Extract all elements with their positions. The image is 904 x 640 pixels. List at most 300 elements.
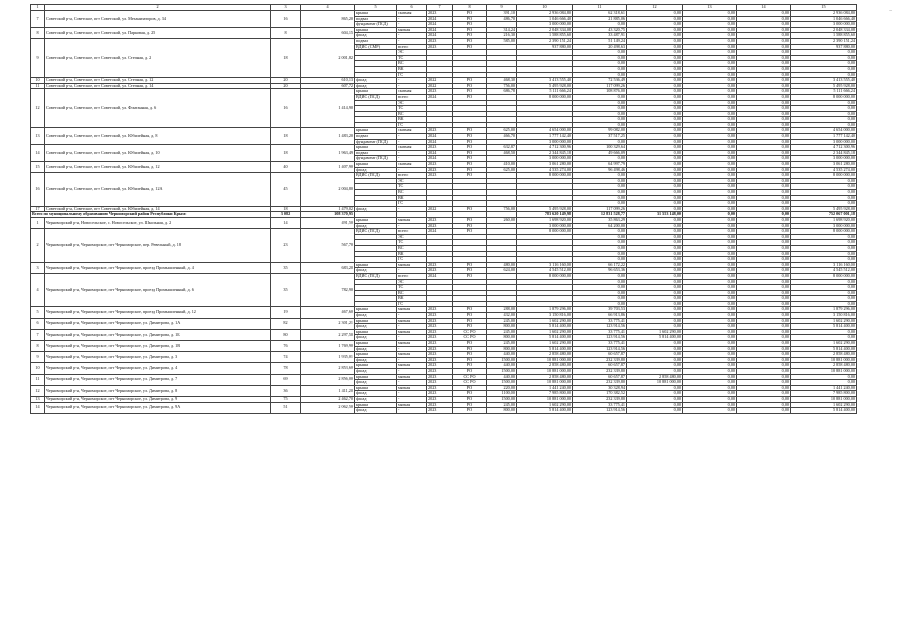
data-cell: 0,00: [683, 178, 737, 184]
apartments-count-cell: 16: [271, 89, 301, 128]
total-area-cell: 491,50: [301, 217, 355, 228]
address-cell: Черноморский р-н, Черноморское, пгт Черноморское, ул. Димитрова, д. 8: [45, 385, 271, 396]
data-cell: РО: [453, 352, 487, 358]
data-cell: 0,00: [627, 162, 683, 168]
data-cell: 0,00: [737, 296, 791, 302]
column-number-cell: 15: [791, 5, 857, 11]
data-cell: РО: [453, 385, 487, 391]
column-number-cell: 1: [31, 5, 45, 11]
data-cell: 0,00: [573, 50, 627, 56]
data-cell: 0,00: [791, 201, 857, 207]
data-cell: 99 082,00: [573, 128, 627, 134]
data-cell: 0,00: [737, 402, 791, 408]
column-number-cell: 7: [427, 5, 453, 11]
data-cell: 0,00: [683, 313, 737, 319]
data-cell: скатная: [397, 162, 427, 168]
total-area-cell: 610,13: [301, 78, 355, 84]
row-number-cell: 7: [31, 11, 45, 28]
address-cell: Советский р-н, Советское, пгт Советский, ул. Юбилейная, д. 14: [45, 206, 271, 212]
address-cell: Советский р-н, Советское, пгт Советский, ул. Фонтанная, д. 6: [45, 89, 271, 128]
data-cell: 0,00: [573, 94, 627, 100]
address-cell: Черноморский р-н, Черноморское, пгт Черноморское, ул. Димитрова, д. 9: [45, 396, 271, 402]
data-cell: 2023: [427, 128, 453, 134]
data-cell: мягкая: [397, 318, 427, 324]
data-cell: 0,00: [737, 33, 791, 39]
data-cell: 1 879 296,00: [517, 307, 573, 313]
data-cell: СС РО: [453, 374, 487, 380]
data-cell: РО: [453, 83, 487, 89]
data-cell: РО: [453, 273, 487, 279]
apartments-count-cell: 51: [271, 402, 301, 413]
data-cell: 686,78: [487, 89, 517, 95]
data-cell: 0,00: [791, 106, 857, 112]
data-cell: 37 517,25: [573, 134, 627, 140]
data-cell: 0,00: [737, 44, 791, 50]
data-cell: 1500,00: [487, 357, 517, 363]
data-cell: 0,00: [737, 357, 791, 363]
data-cell: ТС: [397, 55, 427, 61]
data-cell: 0,00: [627, 217, 683, 223]
data-cell: 3 061 280,00: [791, 162, 857, 168]
data-cell: 3 413 555,40: [791, 78, 857, 84]
row-number-cell: 14: [31, 402, 45, 413]
data-cell: 440,00: [487, 374, 517, 380]
data-cell: 0,00: [737, 55, 791, 61]
data-cell: 0,00: [627, 396, 683, 402]
data-cell: 2023: [427, 357, 453, 363]
data-cell: 60 657,87: [573, 363, 627, 369]
data-cell: 0,00: [737, 285, 791, 291]
data-cell: 0,00: [791, 50, 857, 56]
data-cell: РО: [453, 33, 487, 39]
data-cell: 0,00: [573, 61, 627, 67]
data-cell: 72 536,49: [573, 78, 627, 84]
data-cell: скатная: [397, 11, 427, 17]
data-cell: 0,00: [737, 94, 791, 100]
data-cell: 0,00: [627, 83, 683, 89]
address-cell: Черноморский р-н, Черноморское, пгт Черноморское, проезд Промышленный, д. 4: [45, 262, 271, 273]
data-cell: 0,00: [627, 111, 683, 117]
data-cell: 1 046 666,40: [517, 16, 573, 22]
data-cell: 0,00: [627, 301, 683, 307]
data-cell: 0,00: [627, 385, 683, 391]
data-cell: 5 111 666,24: [791, 89, 857, 95]
column-number-cell: 9: [487, 5, 517, 11]
data-cell: 2023: [427, 341, 453, 347]
data-cell: 0,00: [627, 234, 683, 240]
data-cell: 117 099,26: [573, 83, 627, 89]
data-cell: РО: [453, 16, 487, 22]
data-cell: РО: [453, 357, 487, 363]
column-number-cell: 11: [573, 5, 627, 11]
total-area-cell: 1 479,02: [301, 206, 355, 212]
data-cell: 0,00: [683, 106, 737, 112]
data-cell: 0,00: [683, 27, 737, 33]
data-cell: 4 654 000,00: [791, 128, 857, 134]
data-cell: 0,00: [683, 61, 737, 67]
data-cell: 2023: [427, 307, 453, 313]
data-cell: 0,00: [683, 290, 737, 296]
data-cell: -: [397, 139, 427, 145]
data-cell: 245,00: [487, 341, 517, 347]
data-cell: 0,00: [737, 329, 791, 335]
data-cell: 2024: [427, 139, 453, 145]
data-cell: 0,00: [683, 380, 737, 386]
data-cell: 0,00: [683, 329, 737, 335]
data-cell: 5 814 400,00: [517, 346, 573, 352]
data-cell: 2 858 480,00: [791, 363, 857, 369]
data-cell: 0,00: [627, 245, 683, 251]
data-cell: 216,30: [487, 33, 517, 39]
column-number-cell: 14: [737, 5, 791, 11]
data-cell: 2023: [427, 380, 453, 386]
data-cell: 756,00: [487, 83, 517, 89]
apartments-count-cell: 45: [271, 173, 301, 207]
data-cell: 0,00: [683, 128, 737, 134]
data-cell: 0,00: [627, 391, 683, 397]
data-cell: фасад: [355, 324, 397, 330]
data-cell: ВС: [397, 61, 427, 67]
data-cell: 0,00: [627, 346, 683, 352]
data-cell: 0,00: [573, 66, 627, 72]
data-cell: 0,00: [683, 352, 737, 358]
data-cell: 232 339,80: [573, 369, 627, 375]
total-area-cell: 2 062,50: [301, 402, 355, 413]
data-cell: 64 997,79: [573, 162, 627, 168]
data-cell: 1500,00: [487, 396, 517, 402]
data-cell: ВС: [397, 190, 427, 196]
data-cell: 0,00: [791, 55, 857, 61]
row-number-cell: 11: [31, 374, 45, 385]
data-cell: ТС: [397, 285, 427, 291]
data-cell: 4 535 274,00: [791, 167, 857, 173]
data-cell: крыша: [355, 374, 397, 380]
data-cell: 0,00: [573, 201, 627, 207]
data-cell: ВДИС (ПСД): [355, 229, 397, 235]
data-cell: РО: [453, 318, 487, 324]
data-cell: 62 318,61: [573, 11, 627, 17]
total-col14-cell: 0,00: [737, 212, 791, 218]
data-cell: крыша: [355, 385, 397, 391]
data-cell: 0,00: [791, 329, 857, 335]
data-cell: 0,00: [627, 11, 683, 17]
data-cell: 0,00: [737, 117, 791, 123]
data-cell: 0,00: [627, 318, 683, 324]
row-number-cell: 15: [31, 162, 45, 173]
data-cell: 0,00: [683, 346, 737, 352]
data-cell: 0,00: [573, 178, 627, 184]
data-cell: ВС: [397, 290, 427, 296]
data-cell: 10 881 000,00: [517, 380, 573, 386]
data-cell: 391,10: [487, 11, 517, 17]
data-cell: 0,00: [791, 335, 857, 341]
data-cell: 0,00: [737, 257, 791, 263]
data-cell: РО: [453, 89, 487, 95]
data-cell: 756,00: [487, 206, 517, 212]
data-cell: 0,00: [737, 301, 791, 307]
data-cell: 0,00: [737, 217, 791, 223]
data-cell: РО: [453, 156, 487, 162]
data-cell: 0,00: [683, 245, 737, 251]
row-number-cell: 8: [31, 27, 45, 38]
data-cell: 0,00: [737, 100, 791, 106]
data-cell: 0,00: [737, 22, 791, 28]
data-cell: РО: [453, 268, 487, 274]
data-cell: 0,00: [627, 72, 683, 78]
data-cell: 0,00: [737, 201, 791, 207]
data-cell: крыша: [355, 341, 397, 347]
data-cell: 0,00: [683, 66, 737, 72]
data-cell: 1 602 290,00: [791, 318, 857, 324]
data-cell: 8 000 000,00: [517, 229, 573, 235]
data-cell: -: [397, 167, 427, 173]
data-cell: 100 329,64: [573, 145, 627, 151]
data-cell: 0,00: [683, 357, 737, 363]
data-cell: 0,00: [737, 318, 791, 324]
data-cell: 0,00: [627, 50, 683, 56]
data-cell: РО: [453, 128, 487, 134]
data-cell: РО: [453, 346, 487, 352]
data-cell: всего:: [397, 94, 427, 100]
data-cell: 43 320,75: [573, 27, 627, 33]
data-cell: -: [397, 313, 427, 319]
data-cell: 245,00: [487, 318, 517, 324]
data-cell: 2024: [427, 27, 453, 33]
data-cell: 0,00: [627, 296, 683, 302]
row-number-cell: 5: [31, 307, 45, 318]
data-cell: 466,70: [487, 134, 517, 140]
data-cell: 2023: [427, 346, 453, 352]
data-cell: 5 814 400,00: [791, 324, 857, 330]
data-cell: 0,00: [683, 139, 737, 145]
data-cell: СС РО: [453, 335, 487, 341]
data-cell: 0,00: [627, 341, 683, 347]
data-cell: ВК: [397, 251, 427, 257]
data-cell: 585,00: [487, 38, 517, 44]
data-cell: 1 698 920,00: [791, 217, 857, 223]
data-cell: 0,00: [627, 94, 683, 100]
data-cell: 0,00: [791, 251, 857, 257]
data-cell: 0,00: [791, 374, 857, 380]
data-cell: -: [397, 335, 427, 341]
data-cell: 2024: [427, 150, 453, 156]
data-cell: 1 602 290,00: [627, 329, 683, 335]
data-cell: 1 441 240,00: [517, 385, 573, 391]
data-cell: 0,00: [683, 11, 737, 17]
total-area-cell: 607,72: [301, 83, 355, 89]
data-cell: 2022: [427, 78, 453, 84]
data-cell: 624,00: [487, 268, 517, 274]
data-cell: 0,00: [737, 128, 791, 134]
row-number-cell: 4: [31, 273, 45, 307]
data-cell: 0,00: [737, 307, 791, 313]
data-cell: 0,00: [573, 139, 627, 145]
address-cell: Черноморский р-н, Черноморское, пгт Черноморское, ул. Димитрова, д. 9А: [45, 402, 271, 413]
total-area-cell: 782,90: [301, 273, 355, 307]
data-cell: 0,00: [627, 150, 683, 156]
data-cell: 5 495 928,00: [791, 83, 857, 89]
data-cell: -: [397, 38, 427, 44]
data-cell: РО: [453, 217, 487, 223]
data-cell: 2023: [427, 145, 453, 151]
total-area-cell: 467,60: [301, 307, 355, 318]
data-cell: РО: [453, 162, 487, 168]
data-cell: 0,00: [737, 38, 791, 44]
data-cell: 60 657,87: [573, 352, 627, 358]
data-cell: 0,00: [737, 391, 791, 397]
data-cell: 5 814 400,00: [517, 408, 573, 414]
data-cell: -: [397, 357, 427, 363]
data-cell: -: [397, 369, 427, 375]
apartments-count-cell: 8: [271, 27, 301, 38]
data-cell: 0,00: [627, 195, 683, 201]
apartments-count-cell: 69: [271, 374, 301, 385]
data-cell: 0,00: [627, 290, 683, 296]
data-cell: 2023: [427, 223, 453, 229]
data-cell: 0,00: [683, 273, 737, 279]
data-cell: 0,00: [627, 229, 683, 235]
data-cell: фундамент (ПСД): [355, 22, 397, 28]
data-cell: 0,00: [737, 313, 791, 319]
data-cell: 0,00: [627, 223, 683, 229]
data-cell: 1 777 142,40: [791, 134, 857, 140]
data-cell: 2 048 334,08: [791, 27, 857, 33]
data-cell: 0,00: [683, 145, 737, 151]
data-cell: 0,00: [573, 285, 627, 291]
data-cell: -: [397, 346, 427, 352]
data-cell: 2024: [427, 22, 453, 28]
data-cell: ЭС: [397, 178, 427, 184]
data-cell: мягкая: [397, 341, 427, 347]
data-cell: ТС: [397, 106, 427, 112]
data-cell: 0,00: [791, 279, 857, 285]
data-cell: 66 913,86: [573, 313, 627, 319]
data-cell: 2024: [427, 156, 453, 162]
data-cell: 0,00: [683, 150, 737, 156]
data-cell: 0,00: [791, 66, 857, 72]
data-cell: 0,00: [683, 217, 737, 223]
data-cell: -: [397, 223, 427, 229]
data-cell: 0,00: [683, 33, 737, 39]
data-cell: подвал: [355, 150, 397, 156]
data-cell: 0,00: [627, 184, 683, 190]
data-cell: 2023: [427, 402, 453, 408]
data-cell: 2023: [427, 318, 453, 324]
data-cell: 0,00: [737, 290, 791, 296]
data-cell: 0,00: [573, 229, 627, 235]
column-number-cell: 6: [397, 5, 427, 11]
data-cell: 937 880,00: [791, 44, 857, 50]
data-cell: 10 881 000,00: [517, 357, 573, 363]
data-cell: 0,00: [683, 385, 737, 391]
apartments-count-cell: 35: [271, 262, 301, 273]
data-cell: 117 099,26: [573, 206, 627, 212]
data-cell: 0,00: [573, 122, 627, 128]
data-cell: 0,00: [683, 374, 737, 380]
data-cell: 0,00: [737, 139, 791, 145]
data-cell: 0,00: [683, 117, 737, 123]
data-cell: фасад: [355, 83, 397, 89]
data-cell: РО: [453, 22, 487, 28]
data-cell: 1 602 290,00: [791, 341, 857, 347]
total-area-cell: 1 414,90: [301, 89, 355, 128]
data-cell: мягкая: [397, 363, 427, 369]
data-cell: 1 879 296,00: [791, 307, 857, 313]
data-cell: 0,00: [683, 201, 737, 207]
data-cell: фасад: [355, 206, 397, 212]
data-cell: фасад: [355, 369, 397, 375]
data-cell: 0,00: [627, 357, 683, 363]
data-cell: ГС: [397, 257, 427, 263]
column-number-cell: 3: [271, 5, 301, 11]
data-cell: 0,00: [627, 27, 683, 33]
data-cell: мягкая: [397, 217, 427, 223]
data-cell: 800,00: [487, 324, 517, 330]
data-cell: 0,00: [683, 240, 737, 246]
data-cell: РО: [453, 44, 487, 50]
data-cell: 2 390 151,24: [517, 38, 573, 44]
data-cell: 0,00: [737, 66, 791, 72]
data-cell: 2023: [427, 167, 453, 173]
total-label-cell: Всего по муниципальному образованию Черноморский район Республики Крым:: [31, 212, 271, 218]
data-cell: 0,00: [737, 83, 791, 89]
data-cell: 7 985 800,00: [791, 391, 857, 397]
data-cell: 0,00: [737, 89, 791, 95]
data-cell: 0,00: [683, 134, 737, 140]
data-cell: 0,00: [683, 402, 737, 408]
data-cell: ТС: [397, 240, 427, 246]
data-cell: 0,00: [683, 301, 737, 307]
data-cell: 0,00: [573, 190, 627, 196]
data-cell: ВК: [397, 195, 427, 201]
data-cell: ВК: [397, 296, 427, 302]
data-cell: ЭС: [397, 234, 427, 240]
data-cell: 3 000 000,00: [517, 22, 573, 28]
data-cell: 0,00: [683, 111, 737, 117]
data-cell: 1 777 142,40: [517, 134, 573, 140]
row-number-cell: 13: [31, 128, 45, 145]
data-cell: РО: [453, 167, 487, 173]
data-cell: 2023: [427, 262, 453, 268]
data-cell: 5 814 400,00: [517, 335, 573, 341]
data-cell: 0,00: [683, 363, 737, 369]
data-cell: 4 545 512,00: [791, 268, 857, 274]
data-cell: РО: [453, 78, 487, 84]
data-cell: 0,00: [791, 257, 857, 263]
data-cell: 0,00: [573, 184, 627, 190]
data-cell: 2023: [427, 217, 453, 223]
data-cell: крыша: [355, 262, 397, 268]
data-cell: 220,00: [487, 385, 517, 391]
total-area-cell: 604,15: [301, 27, 355, 38]
data-cell: фасад: [355, 391, 397, 397]
data-cell: фасад: [355, 223, 397, 229]
data-cell: крыша: [355, 329, 397, 335]
data-cell: 0,00: [683, 22, 737, 28]
data-cell: РО: [453, 341, 487, 347]
data-cell: 33 487,91: [573, 33, 627, 39]
address-cell: Советский р-н, Советское, пгт Советский, ул. Парковая, д. 25: [45, 27, 271, 38]
data-cell: 245,00: [487, 329, 517, 335]
data-cell: 3 150 816,00: [791, 313, 857, 319]
data-cell: 0,00: [627, 285, 683, 291]
address-cell: Советский р-н, Советское, пгт Советский, ул. Степная, д. 12: [45, 78, 271, 84]
data-cell: 2023: [427, 369, 453, 375]
data-cell: 0,00: [737, 178, 791, 184]
data-cell: 3 000 000,00: [791, 156, 857, 162]
row-number-cell: 11: [31, 83, 45, 89]
data-cell: 3 116 160,00: [517, 262, 573, 268]
